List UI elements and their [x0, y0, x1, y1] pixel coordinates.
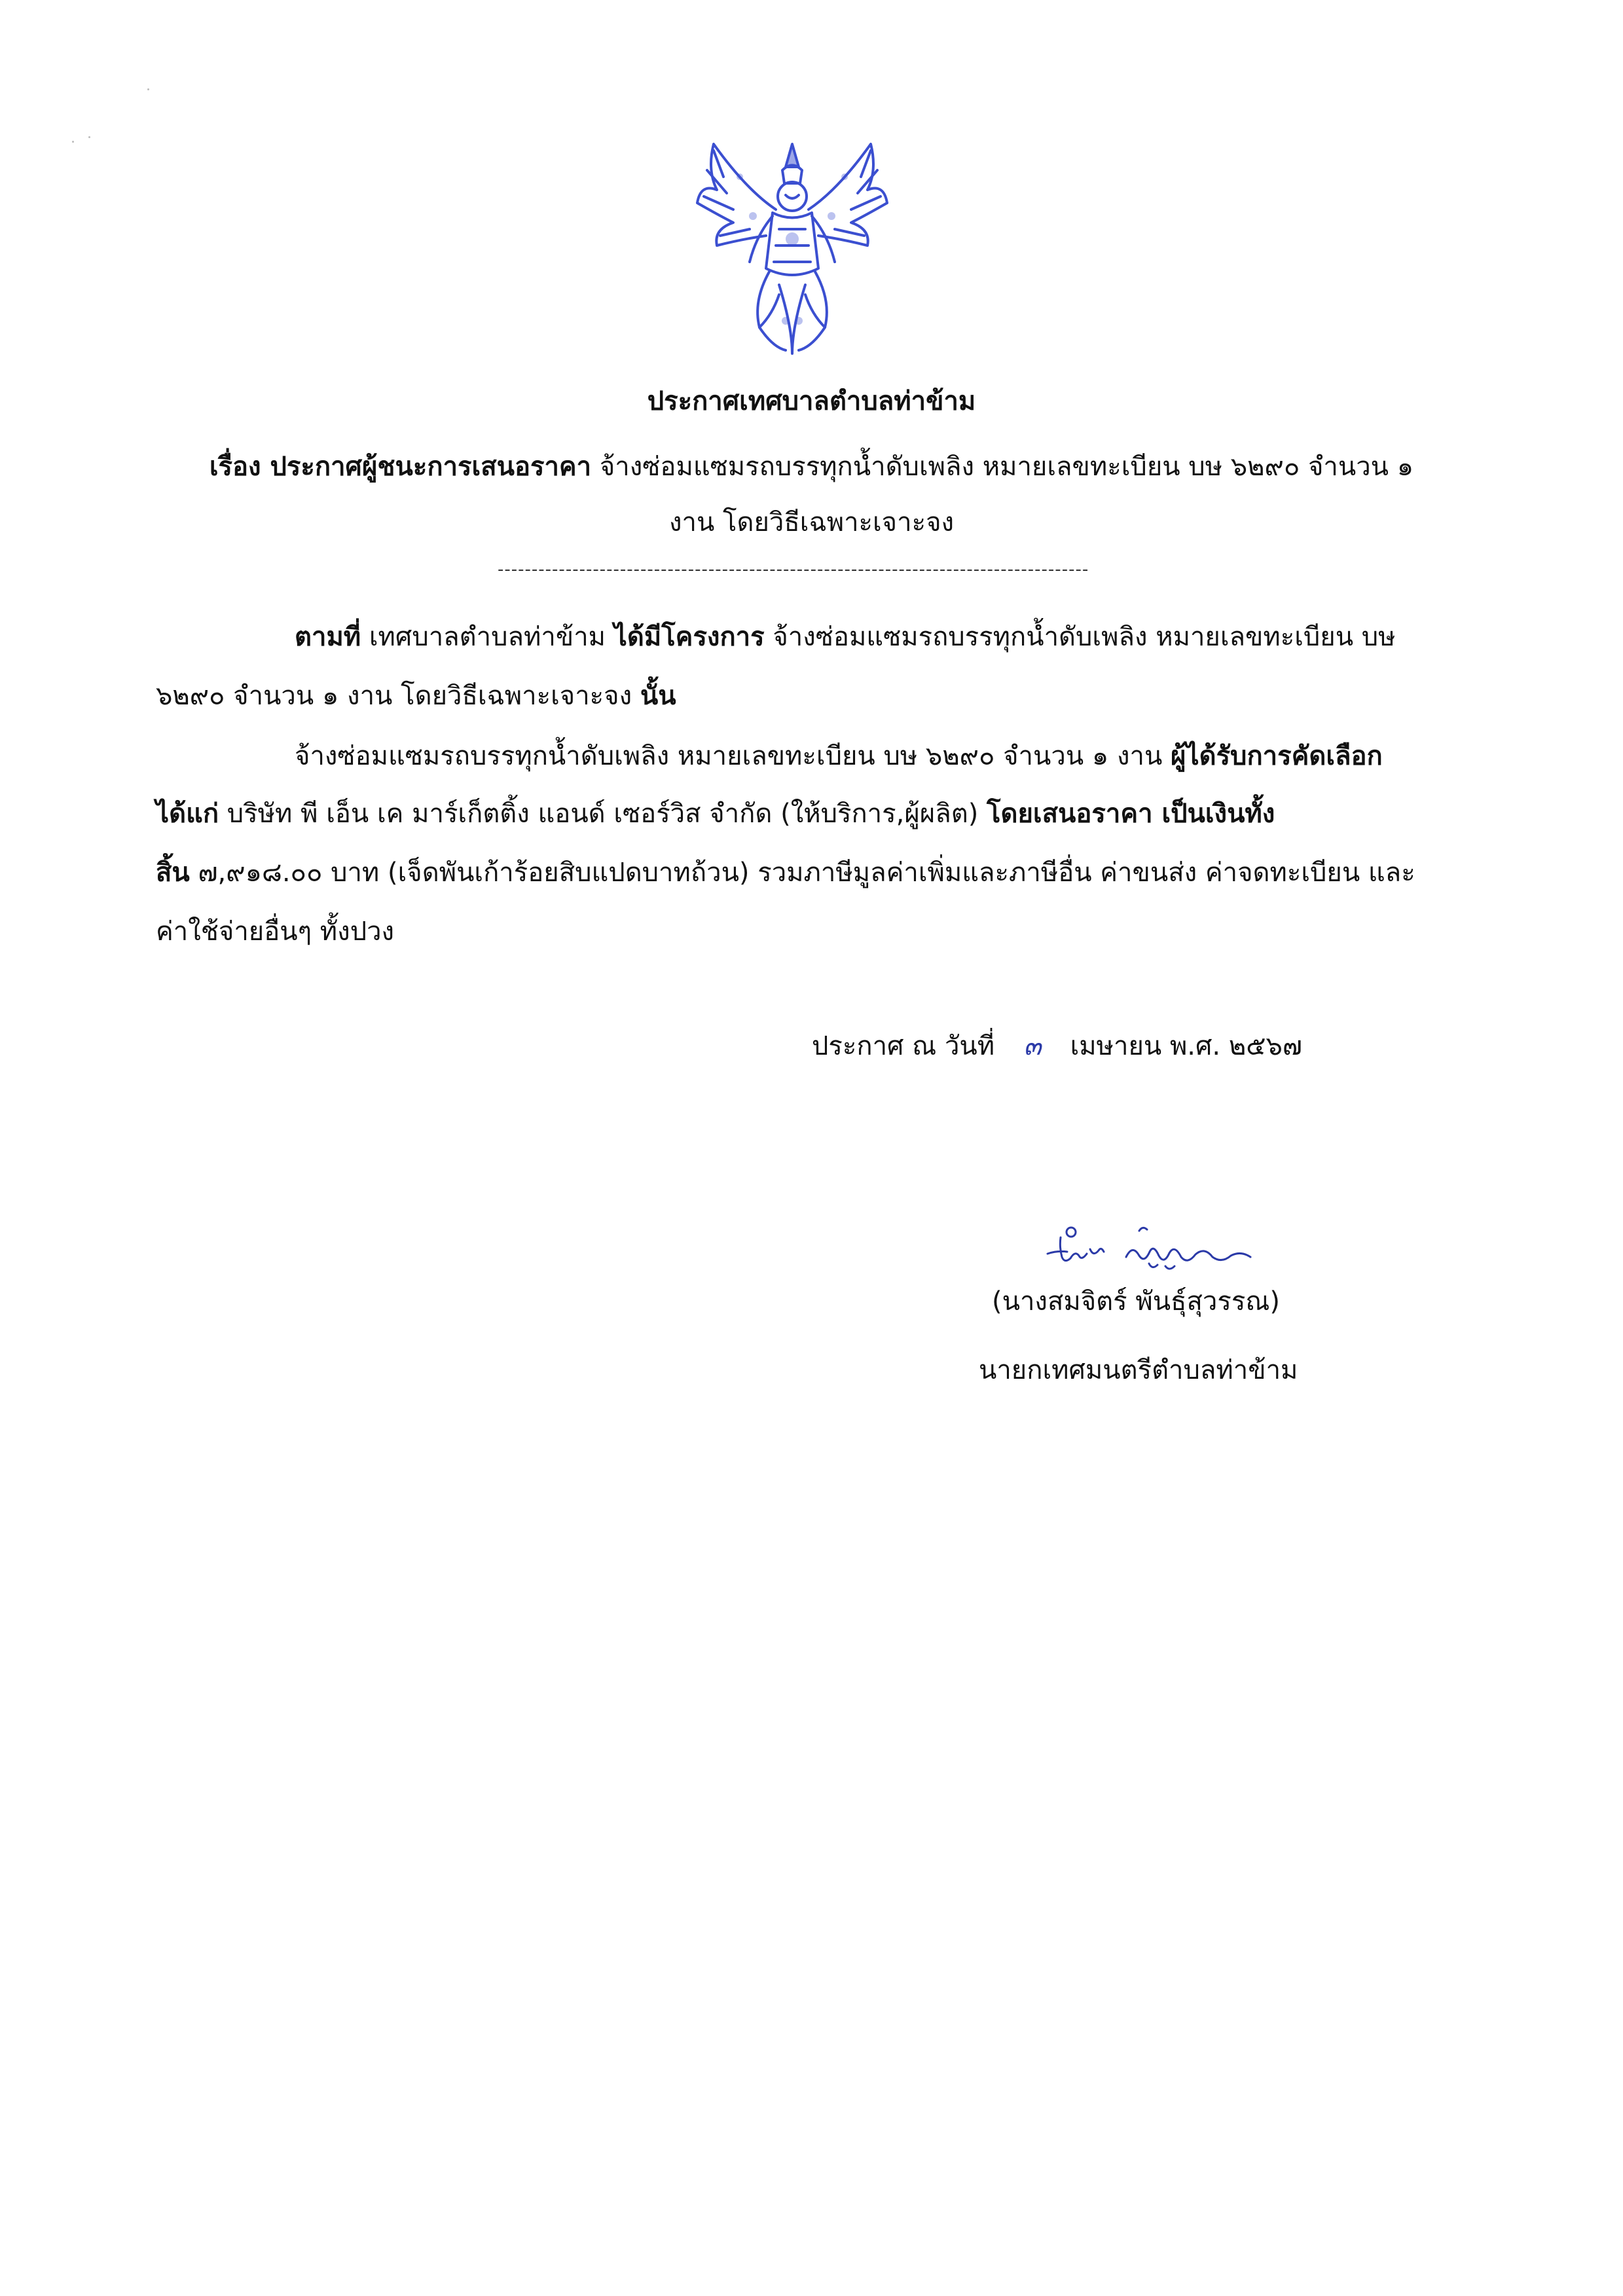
subject-label: เรื่อง ประกาศผู้ชนะการเสนอราคา — [209, 452, 592, 482]
p2-keyword-namely: ได้แก่ — [156, 799, 219, 829]
p2-keyword-price: โดยเสนอราคา เป็นเงินทั้ง — [987, 799, 1275, 829]
announcement-date — [812, 1025, 1302, 1066]
paragraph-2-line-3 — [156, 851, 1415, 893]
p1-text: ๖๒๙๐ จำนวน ๑ งาน โดยวิธีเฉพาะเจาะจง — [156, 681, 640, 711]
document-title: ประกาศเทศบาลตำบลท่าข้าม — [647, 386, 976, 416]
paragraph-2-line-2 — [156, 792, 1275, 834]
paragraph-2-line-4: ค่าใช้จ่ายอื่นๆ ทั้งปวง — [156, 917, 395, 947]
date-suffix: เมษายน พ.ศ. ๒๕๖๗ — [1070, 1031, 1302, 1061]
p1-keyword-end: นั้น — [640, 681, 676, 711]
scan-speck — [147, 88, 149, 90]
p2-keyword-total: สิ้น — [156, 858, 190, 888]
scan-speck — [88, 136, 90, 138]
p2-keyword-selected: ผู้ได้รับการคัดเลือก — [1171, 741, 1383, 771]
p1-keyword-project: ได้มีโครงการ — [613, 622, 765, 652]
subject-text: จ้างซ่อมแซมรถบรรทุกน้ำดับเพลิง หมายเลขทะเบียน บษ ๖๒๙๐ จำนวน ๑ — [591, 452, 1414, 482]
subject-line — [131, 445, 1492, 487]
divider-line: --------------------------------------------------------------------------------------- — [498, 560, 1089, 579]
signer-name: (นางสมจิตร์ พันธุ์สุวรรณ) — [992, 1286, 1281, 1317]
p1-text: เทศบาลตำบลท่าข้าม — [361, 622, 614, 652]
garuda-emblem-icon — [687, 131, 897, 367]
p2-company: บริษัท พี เอ็น เค มาร์เก็ตติ้ง แอนด์ เซอร์วิส จำกัด (ให้บริการ,ผู้ผลิต) — [219, 799, 987, 829]
p1-keyword-according: ตามที่ — [295, 622, 361, 652]
date-day-handwritten: ๓ — [1023, 1031, 1042, 1061]
paragraph-1-line-1 — [295, 615, 1396, 657]
date-prefix: ประกาศ ณ วันที่ — [812, 1031, 995, 1061]
handwritten-signature — [1041, 1218, 1257, 1277]
scan-speck — [72, 141, 74, 143]
signer-position: นายกเทศมนตรีตำบลท่าข้าม — [979, 1355, 1298, 1385]
paragraph-1-line-2 — [156, 674, 676, 716]
subject-continuation: งาน โดยวิธีเฉพาะเจาะจง — [668, 507, 955, 538]
p2-amount-text: ๗,๙๑๘.๐๐ บาท (เจ็ดพันเก้าร้อยสิบแปดบาทถ้วน) รวมภาษีมูลค่าเพิ่มและภาษีอื่น ค่าขนส่ง ค่าจดทะเบียน และ — [189, 858, 1415, 888]
paragraph-2-line-1 — [295, 735, 1383, 776]
p2-text: จ้างซ่อมแซมรถบรรทุกน้ำดับเพลิง หมายเลขทะเบียน บษ ๖๒๙๐ จำนวน ๑ งาน — [295, 741, 1171, 771]
p1-text: จ้างซ่อมแซมรถบรรทุกน้ำดับเพลิง หมายเลขทะเบียน บษ — [764, 622, 1396, 652]
